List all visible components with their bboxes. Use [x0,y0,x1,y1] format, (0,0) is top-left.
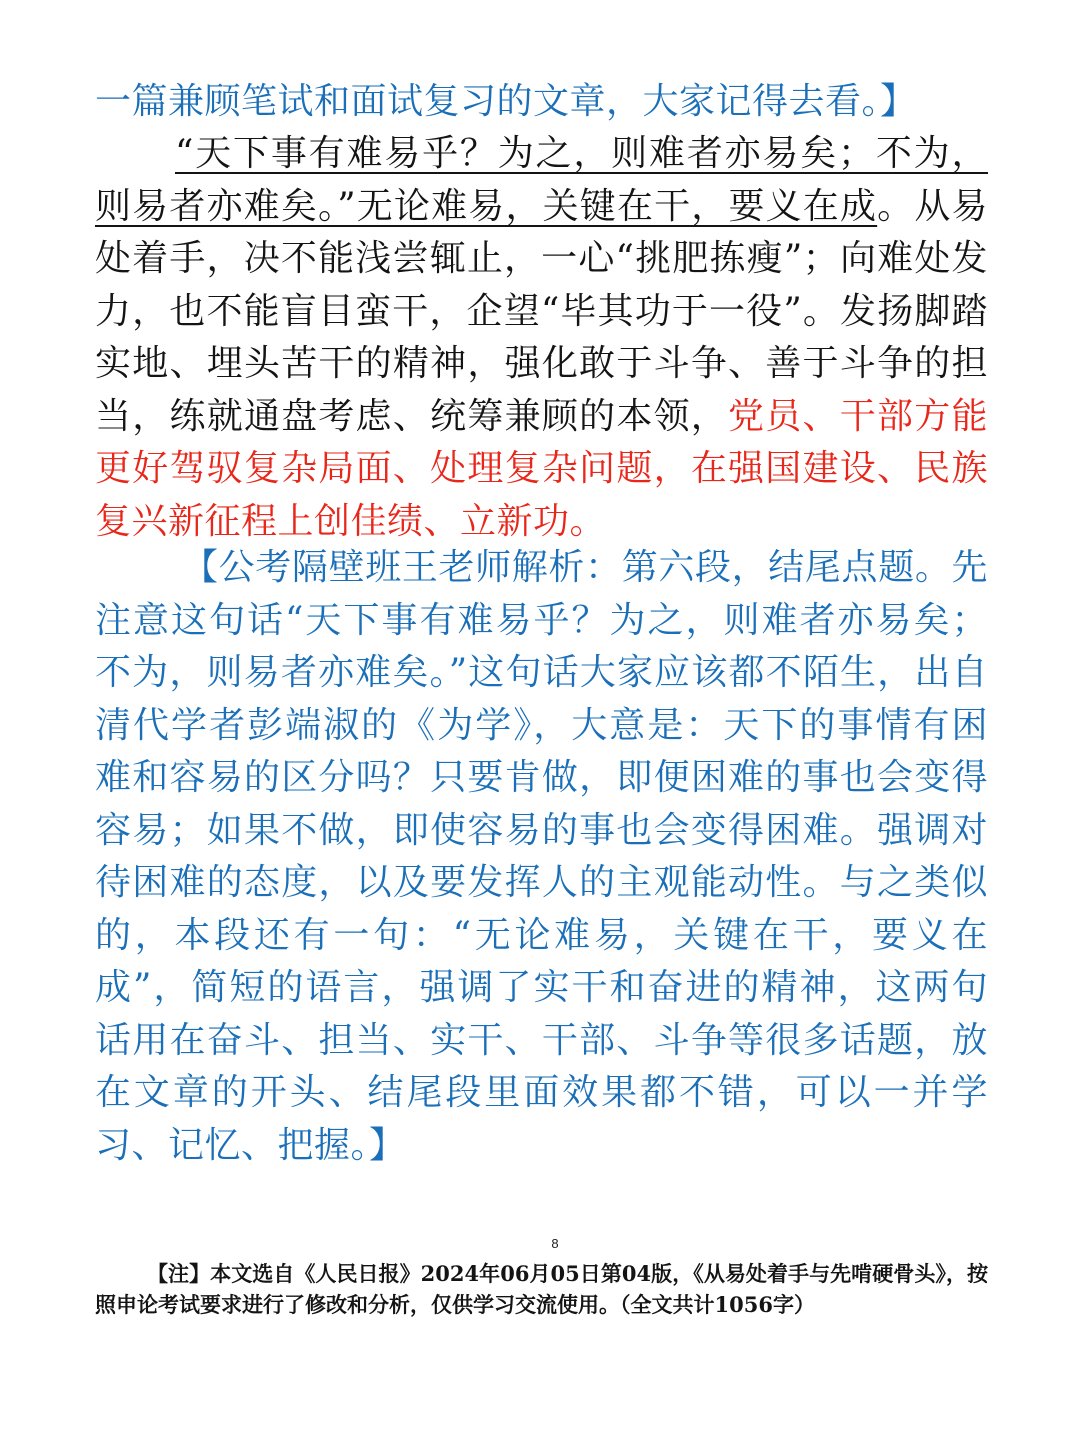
page-number: 8 [551,1236,559,1251]
highlighted-conclusion: 党员、干部方能更好驾驭复杂局面、处理复杂问题，在强国建设、民族复兴新征程上创佳绩、立新功。 [95,395,988,542]
article-body-text: 。从易处着手，决不能浅尝辄止，一心“挑肥拣瘦”；向难处发力，也不能盲目蛮干，企望“毕其功于一役”。发扬脚踏实地、埋头苦干的精神，强化敢于斗争、善于斗争的担当，练就通盘考虑、统筹兼顾的本领， [95,185,988,437]
source-footnote: 【注】本文选自《人民日报》2024年06月05日第04版，《从易处着手与先啃硬骨头》，按照申论考试要求进行了修改和分析，仅供学习交流使用。（全文共计1056字） [95,1261,988,1317]
underlined-quote: “天下事有难易乎？为之，则难者亦易矣；不为，则易者亦难矣。”无论难易，关键在干，要义在成 [95,133,988,227]
analysis-continuation-text: 一篇兼顾笔试和面试复习的文章，大家记得去看。】 [95,81,917,122]
article-paragraph [95,128,988,548]
teacher-analysis-paragraph: 【公考隔壁班王老师解析：第六段，结尾点题。先注意这句话“天下事有难易乎？为之，则难者亦易矣；不为，则易者亦难矣。”这句话大家应该都不陌生，出自清代学者彭端淑的《为学》，大意是：天下的事情有困难和容易的区分吗？只要肯做，即便困难的事也会变得容易；如果不做，即使容易的事也会变得困难。强调对待困难的态度，以及要发挥人的主观能动性。与之类似的，本段还有一句：“无论难易，关键在干，要义在成”，简短的语言，强调了实干和奋进的精神，这两句话用在奋斗、担当、实干、干部、斗争等很多话题，放在文章的开头、结尾段里面效果都不错，可以一并学习、记忆、把握。】 [95,547,988,1166]
